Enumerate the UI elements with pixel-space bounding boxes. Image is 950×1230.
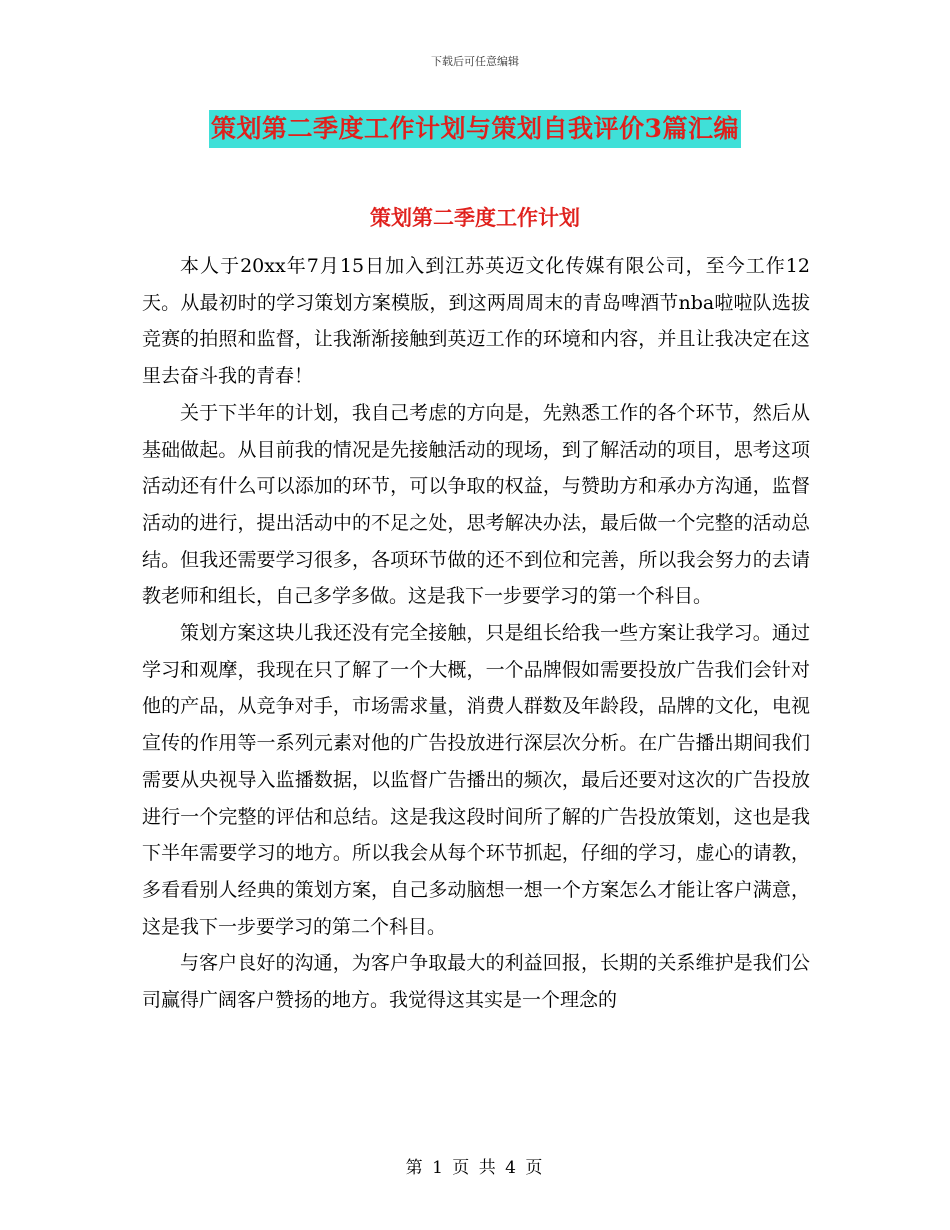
paragraph: 关于下半年的计划，我自己考虑的方向是，先熟悉工作的各个环节，然后从基础做起。从目前我的情况是先接触活动的现场，到了解活动的项目，思考这项活动还有什么可以添加的环节，可以争取的权益，与赞助方和承办方沟通，监督活动的进行，提出活动中的不足之处，思考解决办法，最后做一个完整的活动总结。但我还需要学习很多，各项环节做的还不到位和完善，所以我会努力的去请教老师和组长，自己多学多做。这是我下一步要学习的第一个科目。 [142,401,810,608]
paragraph: 与客户良好的沟通，为客户争取最大的利益回报，长期的关系维护是我们公司赢得广阔客户赞扬的地方。我觉得这其实是一个理念的 [142,952,810,1012]
section-title: 策划第二季度工作计划 [370,205,580,230]
main-title-container [0,110,950,148]
paragraph: 策划方案这块儿我还没有完全接触，只是组长给我一些方案让我学习。通过学习和观摩，我现在只了解了一个大概，一个品牌假如需要投放广告我们会针对他的产品，从竞争对手，市场需求量，消费人群数及年龄段，品牌的文化，电视宣传的作用等一系列元素对他的广告投放进行深层次分析。在广告播出期间我们需要从央视导入监播数据，以监督广告播出的频次，最后还要对这次的广告投放进行一个完整的评估和总结。这是我这段时间所了解的广告投放策划，这也是我下半年需要学习的地方。所以我会从每个环节抓起，仔细的学习，虚心的请教，多看看别人经典的策划方案，自己多动脑想一想一个方案怎么才能让客户满意，这是我下一步要学习的第二个科目。 [142,622,810,938]
document-title: 策划第二季度工作计划与策划自我评价3篇汇编 [209,110,741,148]
page-number: 第 1 页 共 4 页 [405,1158,545,1178]
header-note: 下载后可任意编辑 [431,55,519,68]
paragraph: 本人于20xx年7月15日加入到江苏英迈文化传媒有限公司，至今工作12天。从最初时的学习策划方案模版，到这两周周末的青岛啤酒节nba啦啦队选拔竞赛的拍照和监督，让我渐渐接触到英迈工作的环境和内容，并且让我决定在这里去奋斗我的青春！ [142,255,810,388]
document-body [142,248,810,1019]
